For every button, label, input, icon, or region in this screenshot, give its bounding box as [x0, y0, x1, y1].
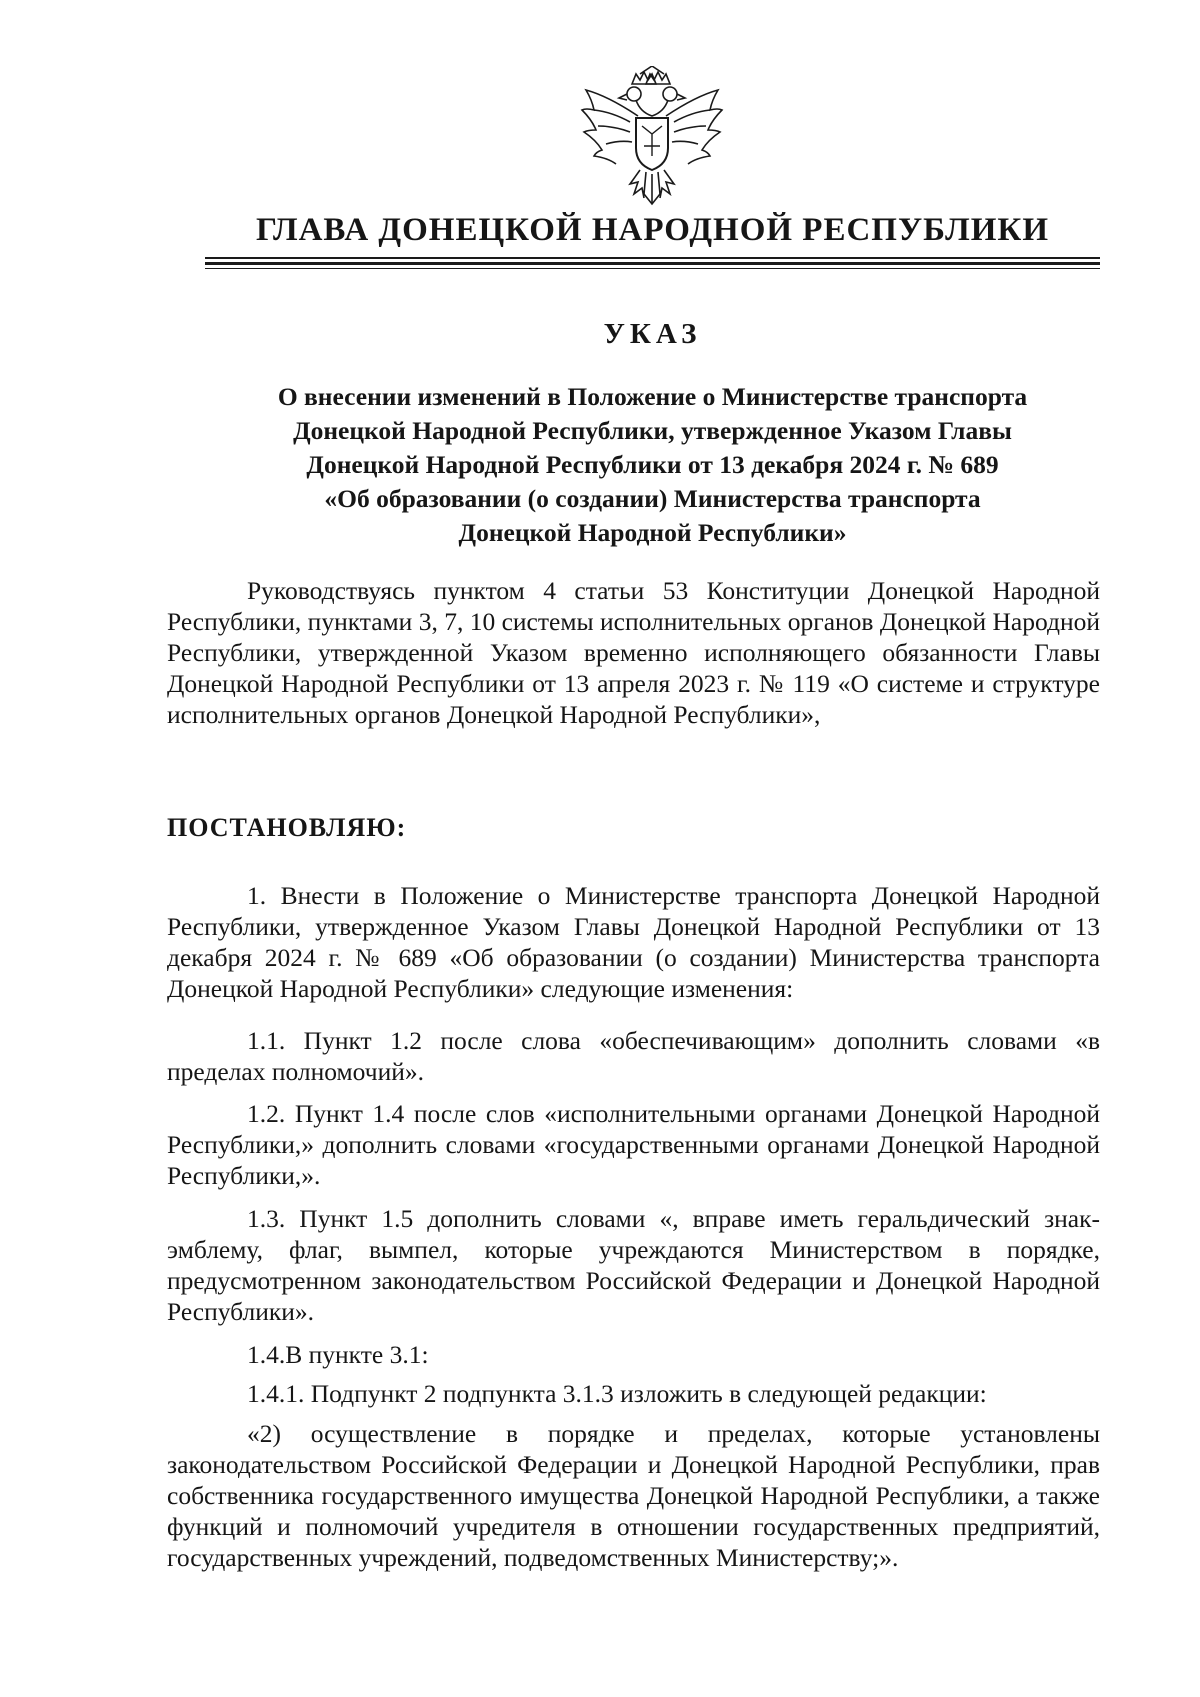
- paragraph-1-2: 1.2. Пункт 1.4 после слов «исполнительными органами Донецкой Народной Республики,» дополнить словами «государственными органами Донецкой Народной Республики,».: [167, 1099, 1100, 1190]
- subject-line: Донецкой Народной Республики, утвержденное Указом Главы: [293, 416, 1012, 445]
- paragraph-1: 1. Внести в Положение о Министерстве транспорта Донецкой Народной Республики, утвержденное Указом Главы Донецкой Народной Республики от 13 декабря 2024 г. № 689 «Об образовании (о создании) Министерства транспорта Донецкой Народной Республики» следующие изменения:: [167, 881, 1100, 1003]
- subject-line: Донецкой Народной Республики от 13 декабря 2024 г. № 689: [306, 450, 999, 479]
- paragraph-1-3: 1.3. Пункт 1.5 дополнить словами «, вправе иметь геральдический знак-эмблему, флаг, вымпел, которые учреждаются Министерством в порядке, предусмотренном законодательством Российской Федерации и Донецкой Народной Республики».: [167, 1204, 1100, 1326]
- header-rule-thick: [205, 262, 1100, 265]
- coat-of-arms-eagle-icon: [580, 66, 724, 216]
- decree-word: ПОСТАНОВЛЯЮ:: [167, 813, 407, 842]
- document-type: УКАЗ: [603, 318, 702, 350]
- preamble-paragraph: Руководствуясь пунктом 4 статьи 53 Конституции Донецкой Народной Республики, пунктами 3, 7, 10 системы исполнительных органов Донецкой Народной Республики, утвержденной Указом временно исполняющего обязанности Главы Донецкой Народной Республики от 13 апреля 2023 г. № 119 «О системе и структуре исполнительных органов Донецкой Народной Республики»,: [167, 576, 1100, 729]
- subject-line: «Об образовании (о создании) Министерства транспорта: [324, 484, 981, 513]
- paragraph-1-4-1-new-wording: «2) осуществление в порядке и пределах, которые установлены законодательством Российской Федерации и Донецкой Народной Республики, прав собственника государственного имущества Донецкой Народной Республики, а также функций и полномочий учредителя в отношении государственных предприятий, государственных учреждений, подведомственных Министерству;».: [167, 1419, 1100, 1572]
- paragraph-1-1: 1.1. Пункт 1.2 после слова «обеспечивающим» дополнить словами «в пределах полномочий».: [167, 1026, 1100, 1086]
- header-rule-thin-top: [205, 257, 1100, 259]
- paragraph-1-4: 1.4.В пункте 3.1:: [247, 1340, 429, 1369]
- header-rule-thin-bottom: [205, 268, 1100, 269]
- document-subject: [205, 380, 1100, 550]
- paragraph-1-4-1: 1.4.1. Подпункт 2 подпункта 3.1.3 изложить в следующей редакции:: [247, 1379, 987, 1408]
- subject-line: О внесении изменений в Положение о Министерстве транспорта: [277, 382, 1028, 411]
- subject-line: Донецкой Народной Республики»: [458, 518, 847, 547]
- issuing-authority-title: ГЛАВА ДОНЕЦКОЙ НАРОДНОЙ РЕСПУБЛИКИ: [255, 212, 1050, 248]
